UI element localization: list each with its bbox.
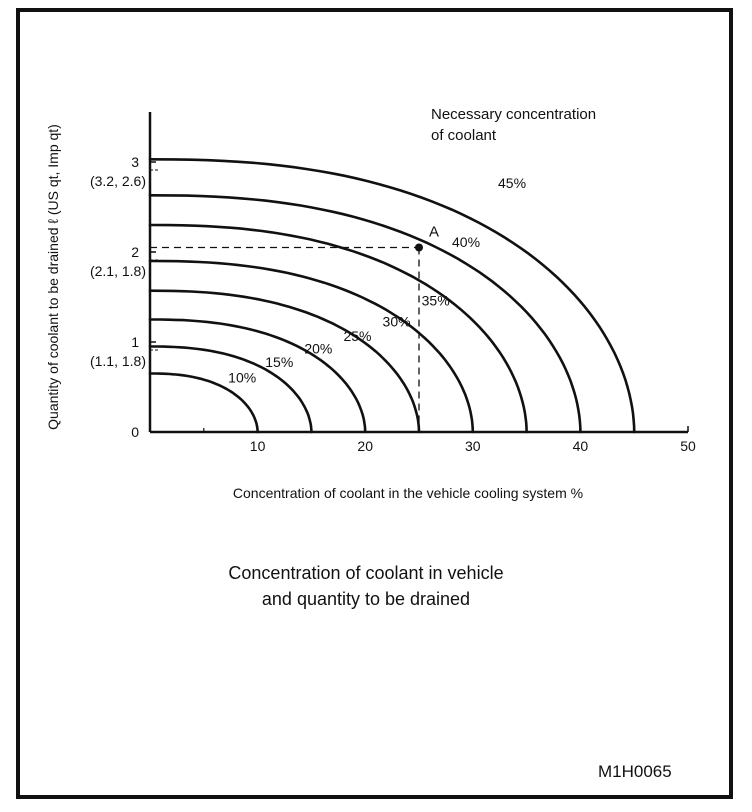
caption-line-2: and quantity to be drained [261,589,471,609]
legend-title-line-1: Necessary concentration [431,106,597,123]
y-axis-label: Quantity of coolant to be drained ℓ (US qt, Imp qt) [45,124,61,430]
y-tick-sublabel: (3.2, 2.6) [89,173,146,189]
chart-ticks [90,154,696,454]
x-tick-label: 20 [357,438,373,454]
y-tick-label: 3 [131,154,139,170]
y-tick-sublabel: (2.1, 1.8) [89,263,146,279]
x-tick-label: 50 [680,438,696,454]
annotation-label: A [429,223,440,241]
y-tick-label: 0 [131,424,139,440]
y-tick-label: 2 [131,244,139,260]
caption-line-1: Concentration of coolant in vehicle [228,563,504,583]
series-label: 25% [343,328,372,345]
series-label: 15% [265,354,294,371]
annotation-point [415,244,423,252]
series-label: 35% [421,292,450,309]
x-axis-label: Concentration of coolant in the vehicle cooling system % [232,485,584,501]
x-tick-label: 40 [572,438,589,454]
y-tick-label: 1 [131,334,139,350]
series-label: 30% [382,313,411,330]
series-label: 10% [228,369,257,386]
series-line [150,159,634,432]
x-tick-label: 10 [249,438,266,454]
figure-caption [176,560,556,612]
series-label: 20% [304,340,333,357]
figure-code: M1H0065 [598,762,672,781]
series-line [150,195,580,432]
series-line [150,225,527,432]
series-label: 40% [452,234,481,250]
legend-title-line-2: of coolant [431,127,497,144]
x-tick-label: 30 [465,438,481,454]
chart-series [150,159,634,432]
series-label: 45% [498,175,527,191]
y-tick-sublabel: (1.1, 1.8) [89,353,146,369]
